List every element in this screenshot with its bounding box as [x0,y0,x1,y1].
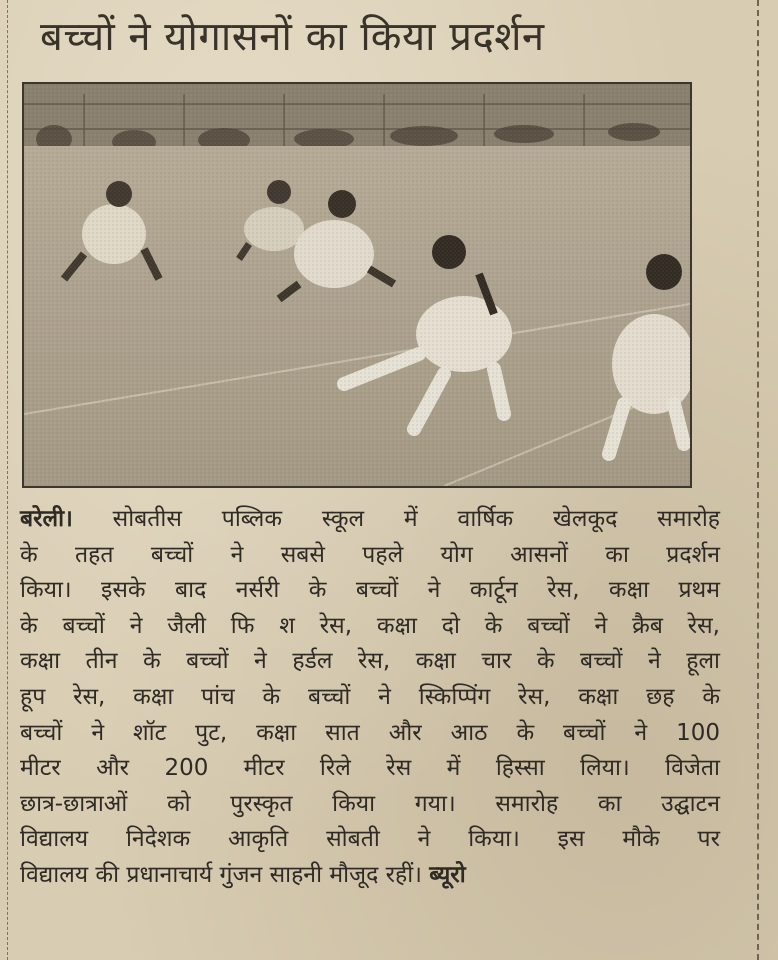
article-body [20,502,720,894]
article-line: मीटर और 200 मीटर रिले रेस में हिस्सा लिया। विजेता [20,755,720,782]
news-photo [22,82,692,488]
article-line: के बच्चों ने जैली फि श रेस, कक्षा दो के बच्चों ने क्रैब रेस, [20,612,720,639]
byline: ब्यूरो [429,861,466,888]
article-line: बच्चों ने शॉट पुट, कक्षा सात और आठ के बच्चों ने 100 [20,719,720,746]
article-line: छात्र-छात्राओं को पुरस्कृत किया गया। समारोह का उद्घाटन [20,790,720,817]
article-headline: बच्चों ने योगासनों का किया प्रदर्शन [40,14,545,60]
article-line: विद्यालय की प्रधानाचार्य गुंजन साहनी मौजूद रहीं। ब्यूरो [20,861,466,888]
column-rule-right [757,0,760,960]
article-line: बरेली। सोबतीस पब्लिक स्कूल में वार्षिक खेलकूद समारोह [20,506,721,532]
photo-children-race [24,84,690,486]
article-line: हूप रेस, कक्षा पांच के बच्चों ने स्किप्पिंग रेस, कक्षा छह के [20,683,720,710]
article-line: के तहत बच्चों ने सबसे पहले योग आसनों का प्रदर्शन [20,541,720,568]
dateline: बरेली। [20,506,73,532]
column-rule-left [7,0,9,960]
article-line: किया। इसके बाद नर्सरी के बच्चों ने कार्टून रेस, कक्षा प्रथम [20,577,720,604]
article-line: कक्षा तीन के बच्चों ने हर्डल रेस, कक्षा चार के बच्चों ने हूला [20,648,720,675]
article-line: विद्यालय निदेशक आकृति सोबती ने किया। इस मौके पर [20,826,720,853]
